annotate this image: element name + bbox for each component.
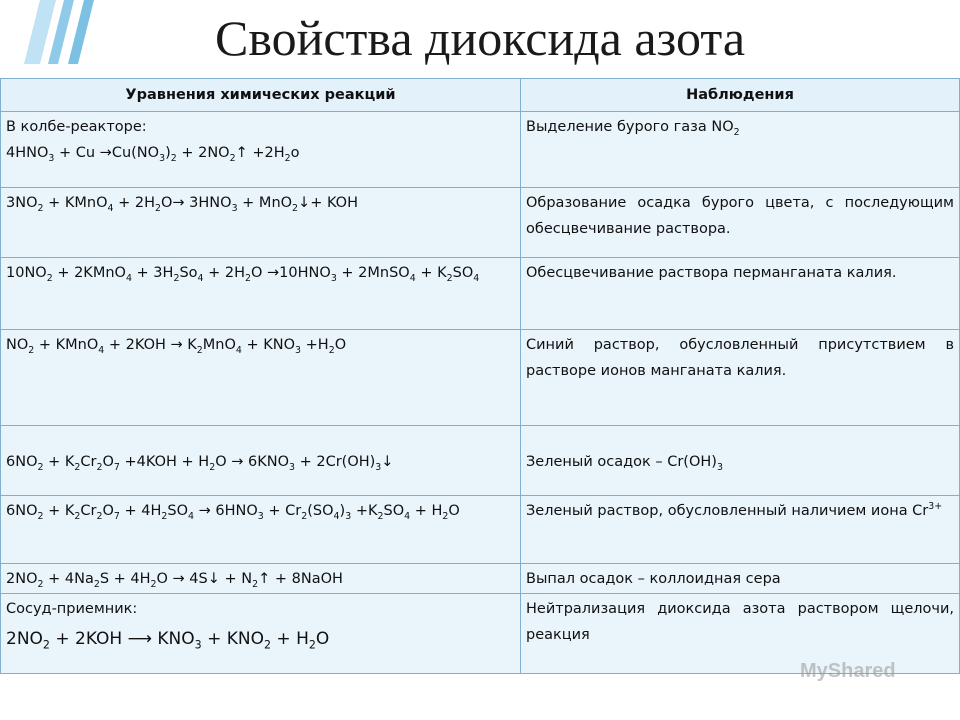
observation-cell: Выпал осадок – коллоидная сера [521, 564, 960, 594]
header-observations: Наблюдения [521, 79, 960, 112]
observation-cell: Выделение бурого газа $NO_2$ [521, 112, 960, 188]
equation-cell: $10NO_2$ + 2KMnO$_4$ + $3H_2So_4 + 2H_2O \to 10HNO_3$ + 2MnSO$_4$ + $K_2SO_4$ [1, 258, 521, 330]
observation-cell: Обесцвечивание раствора перманганата калия. [521, 258, 960, 330]
page-title: Свойства диоксида азота [214, 10, 746, 66]
table-row [1, 330, 960, 426]
table-row [1, 426, 960, 496]
equation-cell [1, 594, 521, 674]
observation-cell: Зеленый раствор, обусловленный наличием иона $Cr^{3+}$ [521, 496, 960, 564]
equation: $2NO_2 + 2KOH$ ⟶ $KNO_3 + KNO_2 + H_2O$ [6, 629, 330, 652]
equation-cell: $3NO_2$ + KMnO$_4$ + $2H_2O\to 3HNO_3$ + MnO$_2$↓+ KOH [1, 188, 521, 258]
equation-cell: $6NO_2 + K_2Cr_2O_7 + 4H_2SO_4 \to 6HNO_3 + Cr_2(SO_4)_3 +K_2SO_4 + H_2O$ [1, 496, 521, 564]
header-equations: Уравнения химических реакций [1, 79, 521, 112]
reactions-table [0, 78, 960, 674]
watermark: MyShared [800, 660, 896, 682]
equation-cell [1, 112, 521, 188]
observation-cell: Нейтрализация диоксида азота раствором щелочи, реакция [521, 594, 960, 674]
table-row [1, 564, 960, 594]
observation-cell: Образование осадка бурого цвета, с последующим обесцвечивание раствора. [521, 188, 960, 258]
equation-note: Сосуд-приемник: [6, 601, 138, 617]
equation-cell: $NO_2$ + KMnO$_4$ + $2KOH \to K_2MnO_4 + KNO_3 +H_2O$ [1, 330, 521, 426]
table-row [1, 496, 960, 564]
equation-note: В колбе-реакторе: [6, 119, 147, 135]
equation: $4HNO_3 + Cu \to Cu(NO_3)_2$ + $2NO_2↑ +2H_2o$ [6, 145, 300, 164]
equation-cell: $2NO_2 + 4Na_2S + 4H_2O$ → 4S↓ + $N_2↑$ + 8NaOH [1, 564, 521, 594]
table-row [1, 258, 960, 330]
table-header-row [1, 79, 960, 112]
observation-cell: Синий раствор, обусловленный присутствием в растворе ионов манганата калия. [521, 330, 960, 426]
table-row [1, 112, 960, 188]
observation-cell: Зеленый осадок – $Cr(OH)_3$ [521, 426, 960, 496]
equation-cell: $6NO_2 + K_2Cr_2O_7 +4KOH + H_2O \to 6KNO_3$ + $2Cr(OH)_3↓$ [1, 426, 521, 496]
table-row [1, 188, 960, 258]
